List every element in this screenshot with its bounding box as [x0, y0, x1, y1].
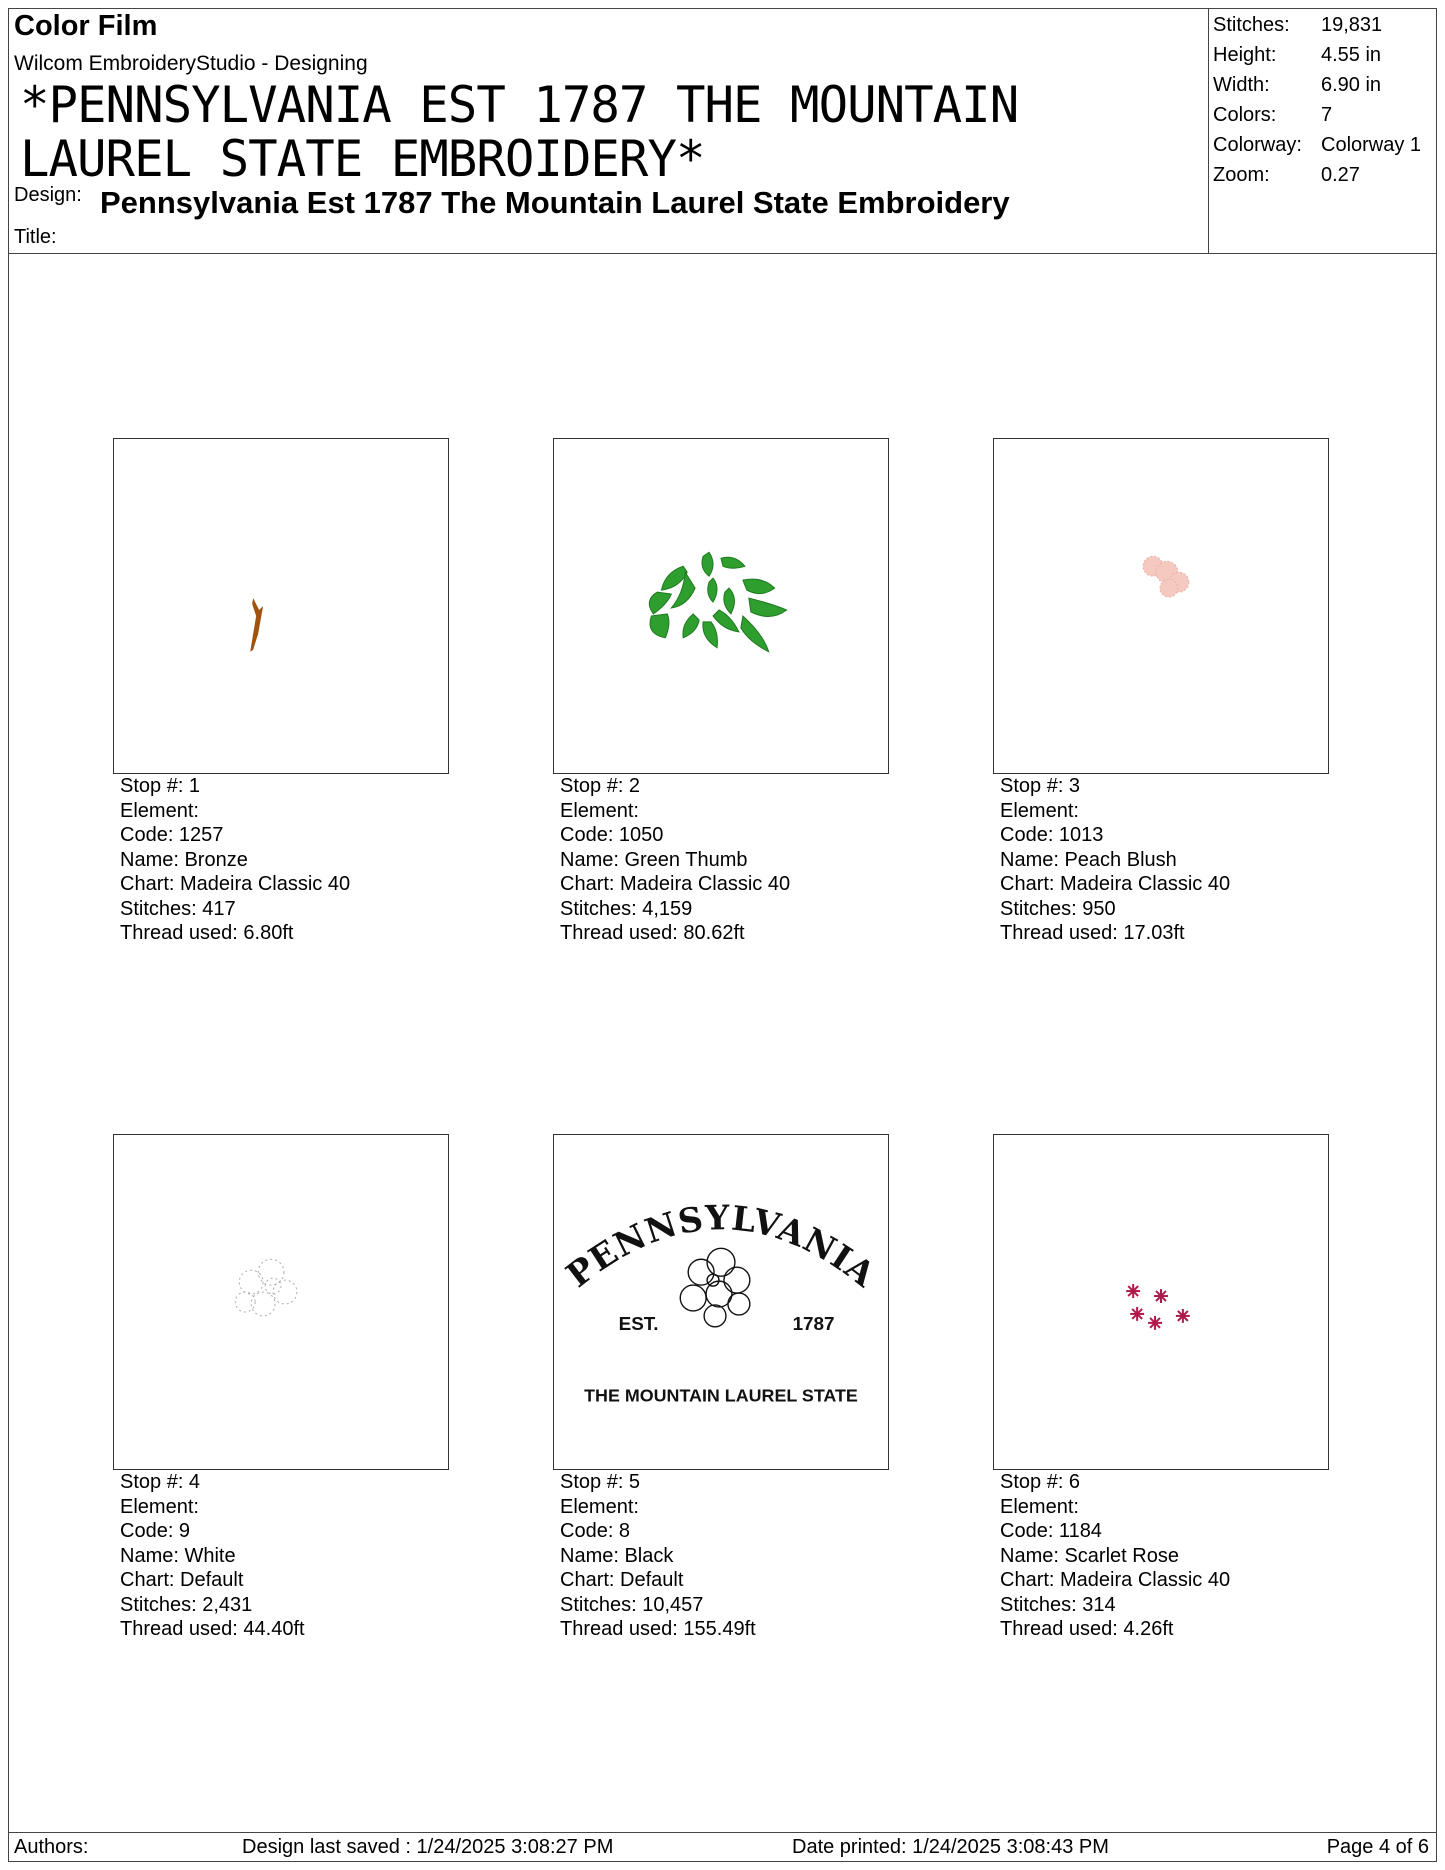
- stop-stitches: Stitches: 4,159: [560, 897, 693, 920]
- stop-5-info: [560, 1470, 756, 1642]
- stop-thread-used: Thread used: 80.62ft: [560, 922, 745, 944]
- stop-1-info: [120, 774, 350, 946]
- stop-1-preview: [113, 438, 449, 774]
- report-header: [8, 8, 1437, 254]
- stop-5-preview: [553, 1134, 889, 1470]
- stop-stitches: Stitches: 417: [120, 897, 236, 920]
- report-title: Color Film: [14, 10, 158, 42]
- peach-blossom-stitches: [994, 439, 1328, 773]
- stat-colorway: Colorway: Colorway 1: [1213, 134, 1422, 156]
- stop-element: Element:: [1000, 799, 1079, 822]
- date-printed: Date printed: 1/24/2025 3:08:43 PM: [792, 1836, 1109, 1858]
- green-leaves-stitches: [554, 439, 888, 773]
- stop-thread-used: Thread used: 155.49ft: [560, 1618, 756, 1640]
- stop-element: Element:: [120, 1495, 199, 1518]
- page-number: Page 4 of 6: [1326, 1836, 1429, 1858]
- report-footer: [8, 1832, 1437, 1862]
- stop-6-info: [1000, 1470, 1230, 1642]
- stat-colors: Colors: 7: [1213, 104, 1333, 126]
- stop-stitches: Stitches: 950: [1000, 897, 1116, 920]
- stop-element: Element:: [120, 799, 199, 822]
- stop-chart: Chart: Madeira Classic 40: [120, 873, 351, 895]
- stop-chart: Chart: Madeira Classic 40: [1000, 1569, 1231, 1591]
- stop-code: Code: 1184: [1000, 1520, 1102, 1542]
- stop-stitches: Stitches: 314: [1000, 1593, 1116, 1616]
- stop-3-preview: [993, 438, 1329, 774]
- stop-3-info: [1000, 774, 1230, 946]
- stop-thread-name: Name: White: [120, 1544, 236, 1567]
- stop-thread-name: Name: Black: [560, 1544, 674, 1567]
- stop-2-preview: [553, 438, 889, 774]
- stop-thread-name: Name: Scarlet Rose: [1000, 1544, 1179, 1567]
- stop-thread-name: Name: Green Thumb: [560, 848, 748, 871]
- stop-number: Stop #: 5: [560, 1471, 641, 1493]
- stop-chart: Chart: Default: [120, 1569, 244, 1591]
- stop-code: Code: 8: [560, 1520, 631, 1542]
- stop-code: Code: 1257: [120, 824, 224, 846]
- laurel-flower-outline: [680, 1248, 750, 1327]
- stop-element: Element:: [560, 1495, 639, 1518]
- stop-4-preview: [113, 1134, 449, 1470]
- stop-code: Code: 1013: [1000, 824, 1104, 846]
- application-name: Wilcom EmbroideryStudio - Designing: [14, 52, 368, 75]
- bronze-branch-stitches: [114, 439, 448, 773]
- motto-text: THE MOUNTAIN LAUREL STATE: [584, 1385, 858, 1406]
- stop-code: Code: 1050: [560, 824, 664, 846]
- design-stats-panel: [1208, 8, 1436, 253]
- year-text: 1787: [792, 1313, 835, 1335]
- design-name: Pennsylvania Est 1787 The Mountain Laurel State Embroidery: [100, 185, 1010, 220]
- stat-height: Height: 4.55 in: [1213, 44, 1382, 66]
- stop-chart: Chart: Madeira Classic 40: [1000, 873, 1231, 895]
- stop-element: Element:: [560, 799, 639, 822]
- design-headline: *PENNSYLVANIA EST 1787 THE MOUNTAIN LAUREL STATE EMBROIDERY*: [20, 76, 1019, 188]
- header-info: [8, 8, 1208, 253]
- stop-number: Stop #: 1: [120, 775, 201, 797]
- stop-code: Code: 9: [120, 1520, 191, 1542]
- design-stats: [1213, 10, 1421, 190]
- stop-element: Element:: [1000, 1495, 1079, 1518]
- design-label: Design:: [14, 184, 82, 206]
- stop-chart: Chart: Madeira Classic 40: [560, 873, 791, 895]
- stop-thread-used: Thread used: 17.03ft: [1000, 922, 1185, 944]
- stop-number: Stop #: 3: [1000, 775, 1081, 797]
- stop-thread-used: Thread used: 4.26ft: [1000, 1618, 1174, 1640]
- stat-stitches: Stitches: 19,831: [1213, 14, 1383, 36]
- stop-thread-name: Name: Bronze: [120, 848, 248, 871]
- title-label: Title:: [14, 226, 57, 248]
- scarlet-stamen-stitches: [994, 1135, 1328, 1469]
- stop-2-info: [560, 774, 790, 946]
- stop-4-info: [120, 1470, 305, 1642]
- authors-label: Authors:: [14, 1836, 89, 1858]
- est-text: EST.: [618, 1313, 659, 1335]
- stop-thread-used: Thread used: 6.80ft: [120, 922, 294, 944]
- stop-number: Stop #: 2: [560, 775, 641, 797]
- stop-number: Stop #: 6: [1000, 1471, 1081, 1493]
- stat-width: Width: 6.90 in: [1213, 74, 1382, 96]
- stop-6-preview: [993, 1134, 1329, 1470]
- stop-stitches: Stitches: 10,457: [560, 1593, 704, 1616]
- black-lettering-stitches: [554, 1135, 888, 1469]
- pennsylvania-arc-text: PENNSYLVANIA: [558, 1197, 884, 1295]
- stop-thread-used: Thread used: 44.40ft: [120, 1618, 305, 1640]
- stat-zoom: Zoom: 0.27: [1213, 164, 1360, 186]
- stop-stitches: Stitches: 2,431: [120, 1593, 253, 1616]
- stop-number: Stop #: 4: [120, 1471, 201, 1493]
- stop-thread-name: Name: Peach Blush: [1000, 848, 1177, 871]
- last-saved: Design last saved : 1/24/2025 3:08:27 PM: [242, 1836, 614, 1858]
- white-blossom-stitches: [114, 1135, 448, 1469]
- stop-chart: Chart: Default: [560, 1569, 684, 1591]
